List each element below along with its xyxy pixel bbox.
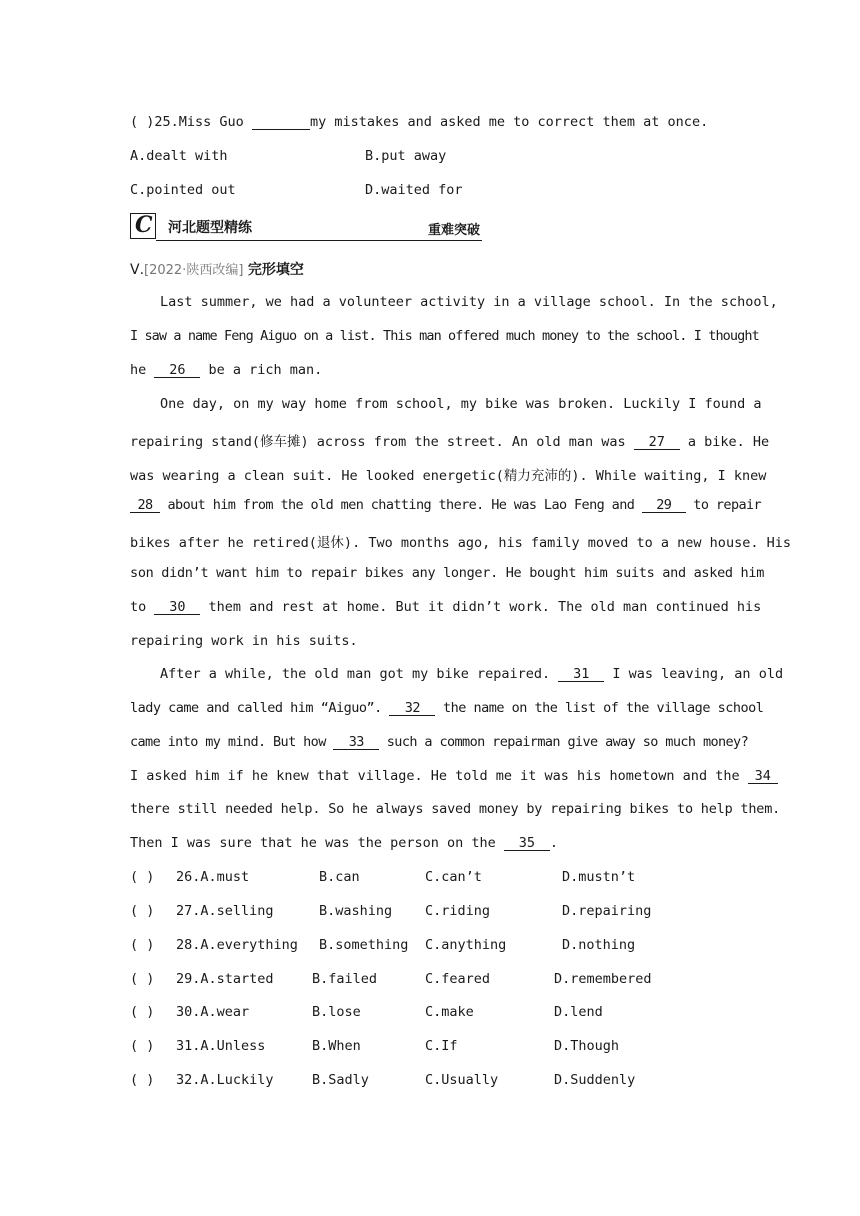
option-a: 32.A.Luckily bbox=[176, 1072, 274, 1088]
passage-line: came into my mind. But how 33 such a common repairman give away so much money? bbox=[130, 734, 749, 750]
section-title: Ⅴ.[2022·陕西改编] 完形填空 bbox=[130, 262, 304, 278]
section-header-bar bbox=[130, 213, 482, 241]
answer-paren[interactable]: ( ) bbox=[130, 937, 155, 953]
option-d: D.lend bbox=[554, 1004, 603, 1020]
passage-line: I saw a name Feng Aiguo on a list. This man offered much money to the school. I thought bbox=[130, 328, 759, 344]
passage-line: he 26 be a rich man. bbox=[130, 362, 323, 378]
passage-line: repairing work in his suits. bbox=[130, 633, 358, 649]
passage-line: I asked him if he knew that village. He told me it was his hometown and the 34 bbox=[130, 768, 778, 784]
option-d: D.repairing bbox=[562, 903, 652, 919]
option-a: 28.A.everything bbox=[176, 937, 298, 953]
blank-35[interactable]: 35 bbox=[504, 836, 550, 851]
option-d: D.remembered bbox=[554, 971, 652, 987]
option-b: B.When bbox=[312, 1038, 361, 1054]
section-source: [2022·陕西改编] bbox=[144, 263, 244, 278]
option-a: A.dealt with bbox=[130, 148, 228, 164]
passage-line: Last summer, we had a volunteer activity in a village school. In the school, bbox=[160, 294, 778, 310]
option-c: C.If bbox=[425, 1038, 458, 1054]
blank-28[interactable]: 28 bbox=[130, 498, 160, 513]
passage-line: lady came and called him “Aiguo”. 32 the name on the list of the village school bbox=[130, 700, 764, 716]
blank-26[interactable]: 26 bbox=[154, 363, 200, 378]
passage-line: After a while, the old man got my bike repaired. 31 I was leaving, an old bbox=[160, 666, 784, 682]
option-b: B.lose bbox=[312, 1004, 361, 1020]
option-c: C.can’t bbox=[425, 869, 482, 885]
option-b: B.Sadly bbox=[312, 1072, 369, 1088]
option-b: B.something bbox=[319, 937, 409, 953]
header-title: 河北题型精练 bbox=[168, 220, 252, 236]
header-rule bbox=[156, 240, 482, 241]
answer-paren[interactable]: ( ) bbox=[130, 1004, 155, 1020]
option-c: C.pointed out bbox=[130, 182, 236, 198]
section-badge: C bbox=[130, 213, 156, 239]
option-b: B.can bbox=[319, 869, 360, 885]
passage-line: there still needed help. So he always saved money by repairing bikes to help them. bbox=[130, 801, 781, 817]
answer-blank[interactable] bbox=[252, 115, 310, 130]
option-a: 26.A.must bbox=[176, 869, 250, 885]
option-b: B.put away bbox=[365, 148, 447, 164]
question-text: my mistakes and asked me to correct them at once. bbox=[309, 114, 709, 130]
option-c: C.feared bbox=[425, 971, 491, 987]
passage-line: 28 about him from the old men chatting there. He was Lao Feng and 29 to repair bbox=[130, 497, 761, 513]
answer-paren[interactable]: ( ) bbox=[130, 1038, 155, 1054]
passage-line: One day, on my way home from school, my bike was broken. Luckily I found a bbox=[160, 396, 762, 412]
option-d: D.waited for bbox=[365, 182, 463, 198]
answer-paren[interactable]: ( ) bbox=[130, 869, 155, 885]
option-a: 29.A.started bbox=[176, 971, 274, 987]
passage-line: bikes after he retired(退休). Two months ago, his family moved to a new house. His bbox=[130, 535, 791, 551]
header-subtitle: 重难突破 bbox=[427, 223, 480, 238]
blank-27[interactable]: 27 bbox=[634, 435, 680, 450]
passage-line: Then I was sure that he was the person on the 35 . bbox=[130, 835, 559, 851]
option-d: D.mustn’t bbox=[562, 869, 636, 885]
question-25 bbox=[130, 114, 708, 130]
option-d: D.nothing bbox=[562, 937, 636, 953]
blank-30[interactable]: 30 bbox=[154, 600, 200, 615]
answer-paren[interactable]: ( ) bbox=[130, 971, 155, 987]
blank-31[interactable]: 31 bbox=[558, 667, 604, 682]
option-a: 27.A.selling bbox=[176, 903, 274, 919]
answer-paren[interactable]: ( ) bbox=[130, 1072, 155, 1088]
passage-line: to 30 them and rest at home. But it didn’t work. The old man continued his bbox=[130, 599, 762, 615]
blank-29[interactable]: 29 bbox=[642, 498, 686, 513]
blank-32[interactable]: 32 bbox=[389, 701, 435, 716]
option-c: C.anything bbox=[425, 937, 507, 953]
blank-34[interactable]: 34 bbox=[748, 769, 778, 784]
passage-line: repairing stand(修车摊) across from the street. An old man was 27 a bike. He bbox=[130, 434, 770, 450]
option-a: 31.A.Unless bbox=[176, 1038, 266, 1054]
passage-line: was wearing a clean suit. He looked energetic(精力充沛的). While waiting, I knew bbox=[130, 468, 767, 484]
question-text: 25.Miss Guo bbox=[154, 114, 252, 130]
blank-33[interactable]: 33 bbox=[333, 735, 379, 750]
section-type: 完形填空 bbox=[247, 262, 304, 278]
option-c: C.Usually bbox=[425, 1072, 499, 1088]
option-d: D.Though bbox=[554, 1038, 620, 1054]
option-b: B.failed bbox=[312, 971, 378, 987]
option-c: C.make bbox=[425, 1004, 474, 1020]
option-b: B.washing bbox=[319, 903, 393, 919]
option-d: D.Suddenly bbox=[554, 1072, 636, 1088]
option-c: C.riding bbox=[425, 903, 491, 919]
answer-paren[interactable]: ( ) bbox=[130, 903, 155, 919]
option-a: 30.A.wear bbox=[176, 1004, 250, 1020]
answer-paren: ( ) bbox=[130, 114, 155, 130]
passage-line: son didn’t want him to repair bikes any longer. He bought him suits and asked him bbox=[130, 565, 765, 581]
